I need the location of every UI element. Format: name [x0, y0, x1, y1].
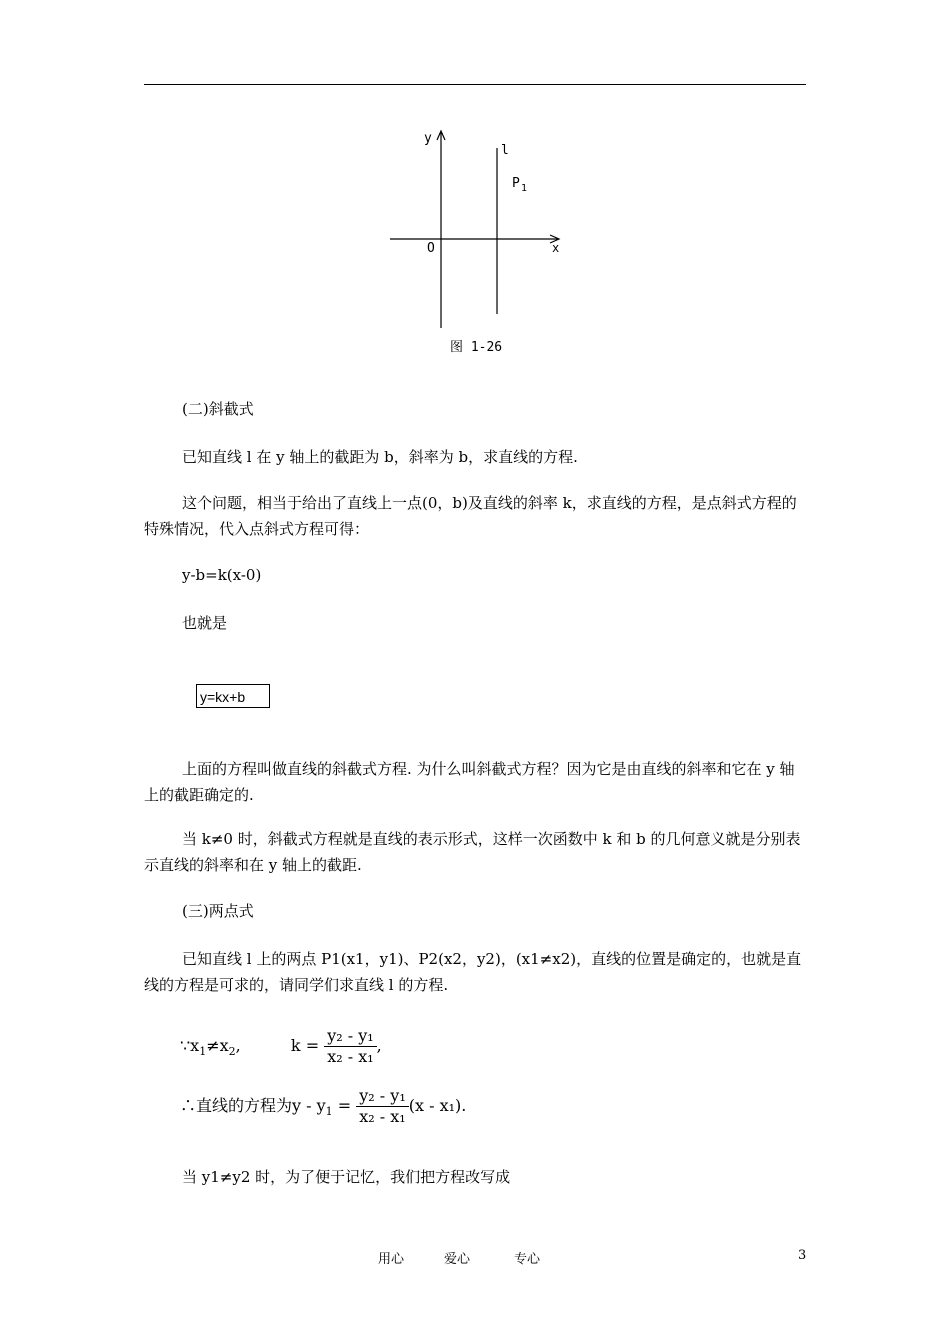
section2-paragraph-2: 这个问题，相当于给出了直线上一点(0，b)及直线的斜率 k，求直线的方程，是点斜式方程的特殊情况，代入点斜式方程可得：: [144, 494, 797, 538]
slope-numerator: y₂ - y₁: [324, 1026, 376, 1047]
origin-label: O: [427, 241, 435, 256]
slope-denominator: x₂ - x₁: [327, 1047, 374, 1066]
point-label: P: [512, 176, 520, 191]
footer-motto-1: 用心: [378, 1252, 405, 1267]
section3-paragraph-1: 已知直线 l 上的两点 P1(x1，y1)、P2(x2，y2)，(x1≠x2)，直线的位置是确定的，也就是直线的方程是可求的，请同学们求直线 l 的方程.: [144, 950, 802, 994]
section3-heading: (三)两点式: [182, 902, 254, 920]
section3-paragraph-2: 当 y1≠y2 时，为了便于记忆，我们把方程改写成: [182, 1168, 511, 1186]
section2-paragraph-5: 当 k≠0 时，斜截式方程就是直线的表示形式，这样一次函数中 k 和 b 的几何意义就是分别表示直线的斜率和在 y 轴上的截距.: [144, 830, 801, 874]
section2-heading: (二)斜截式: [182, 400, 254, 418]
line-label: l: [501, 143, 509, 158]
equation-point-slope: y-b=k(x-0): [182, 566, 262, 584]
math-therefore: ∴直线的方程为y - y: [180, 1096, 326, 1115]
figure-caption: 图 1-26: [450, 340, 503, 355]
math-k-equals: k =: [290, 1036, 320, 1055]
slope-fraction: [324, 1026, 376, 1067]
math-not-equal: ≠x: [206, 1036, 229, 1055]
y-axis-label: y: [424, 131, 432, 146]
x-axis-label: x: [552, 241, 560, 255]
boxed-equation: y=kx+b: [196, 684, 270, 708]
section2-paragraph-4: 上面的方程叫做直线的斜截式方程. 为什么叫斜截式方程？因为它是由直线的斜率和它在 y 轴上的截距确定的.: [144, 760, 795, 804]
page-number: 3: [798, 1248, 807, 1263]
footer-motto-3: 专心: [514, 1252, 541, 1267]
figure-1-26: [380, 118, 580, 342]
coordinate-diagram: [380, 118, 580, 338]
math-line-slope: $\because x_1\ne x_2$, k = $\frac{\text{y₂ - y₁}}{\text{x₂ - x₁}}$ ,: [180, 1026, 382, 1066]
equation-fraction: [356, 1086, 408, 1127]
section2-paragraph-3: 也就是: [182, 614, 228, 632]
footer-motto-2: 爱心: [444, 1252, 471, 1267]
math-because: ∵x: [180, 1036, 200, 1055]
math-line-equation: ∴直线的方程为y - $y_1$ = $\frac{\text{y₂ - y₁}}{\text{x₂ - x₁}}$ (x - x₁).: [180, 1086, 467, 1126]
equation-numerator: y₂ - y₁: [356, 1086, 408, 1107]
point-subscript: 1: [521, 183, 528, 194]
section2-paragraph-1: 已知直线 l 在 y 轴上的截距为 b，斜率为 b，求直线的方程.: [182, 448, 578, 466]
equation-denominator: x₂ - x₁: [359, 1107, 406, 1126]
header-rule: [144, 84, 806, 85]
math-tail: (x - x₁).: [408, 1096, 467, 1115]
